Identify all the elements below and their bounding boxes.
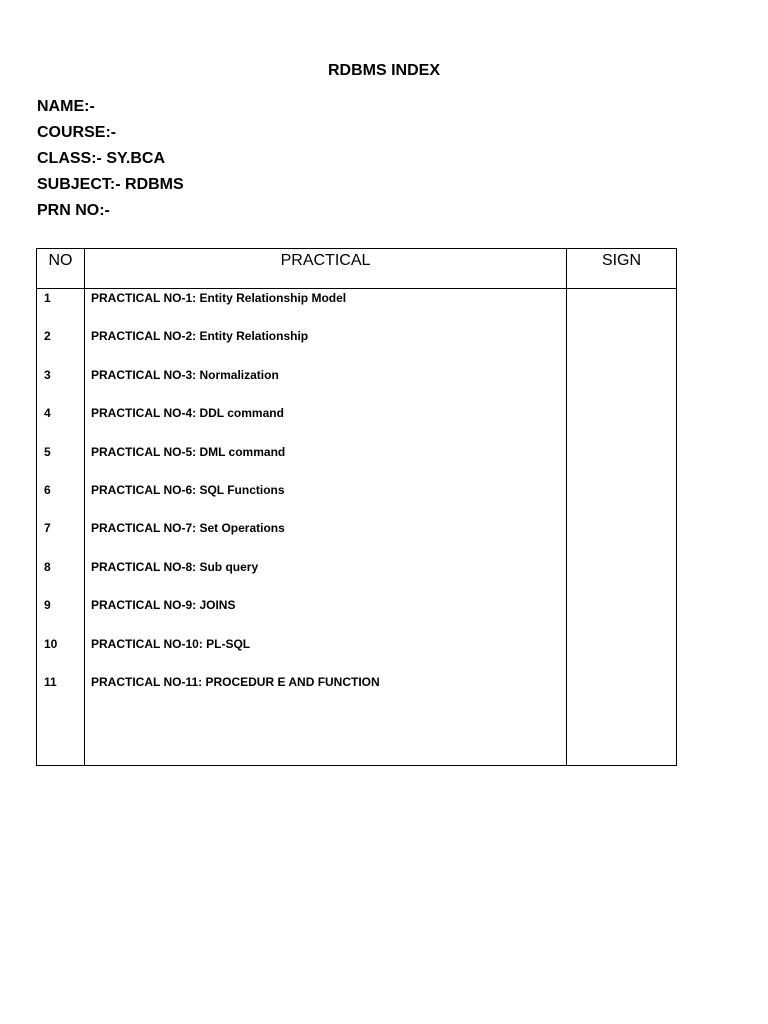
sign-column [567,289,677,766]
course-field: COURSE:- [37,124,117,141]
header-no: NO [37,249,85,289]
header-practical: PRACTICAL [85,249,567,289]
row-number: 3 [44,367,51,382]
practical-title: PRACTICAL NO-9: JOINS [91,598,236,613]
practical-title: PRACTICAL NO-10: PL-SQL [91,636,251,651]
practical-title: PRACTICAL NO-2: Entity Relationship [91,329,309,344]
practical-title: PRACTICAL NO-3: Normalization [91,367,279,382]
table-body-row [37,289,677,766]
row-number: 4 [44,406,51,421]
practical-title: PRACTICAL NO-7: Set Operations [91,521,285,536]
practical-column [85,289,567,766]
practical-title: PRACTICAL NO-5: DML command [91,444,286,459]
row-number: 1 [44,291,51,305]
row-number: 8 [44,559,51,574]
index-table [36,248,677,766]
name-field: NAME:- [37,98,95,115]
class-field: CLASS:- SY.BCA [37,150,166,167]
practical-title: PRACTICAL NO-1: Entity Relationship Model [91,291,347,305]
page-title: RDBMS INDEX [327,62,440,79]
student-info [37,96,184,226]
row-number: 7 [44,521,51,536]
row-number: 11 [44,674,57,689]
row-number: 5 [44,444,51,459]
row-number: 10 [44,636,58,651]
no-column [37,289,85,766]
practical-list [85,289,566,713]
row-number: 9 [44,598,51,613]
row-number: 6 [44,482,51,497]
prn-field: PRN NO:- [37,202,110,219]
practical-title: PRACTICAL NO-6: SQL Functions [91,482,285,497]
practical-title: PRACTICAL NO-11: PROCEDUR E AND FUNCTION [91,674,380,689]
subject-field: SUBJECT:- RDBMS [37,176,184,193]
header-sign: SIGN [567,249,677,289]
no-list [37,289,84,713]
table-header-row [37,249,677,289]
row-number: 2 [44,329,51,344]
practical-title: PRACTICAL NO-4: DDL command [91,406,284,421]
practical-title: PRACTICAL NO-8: Sub query [91,559,259,574]
